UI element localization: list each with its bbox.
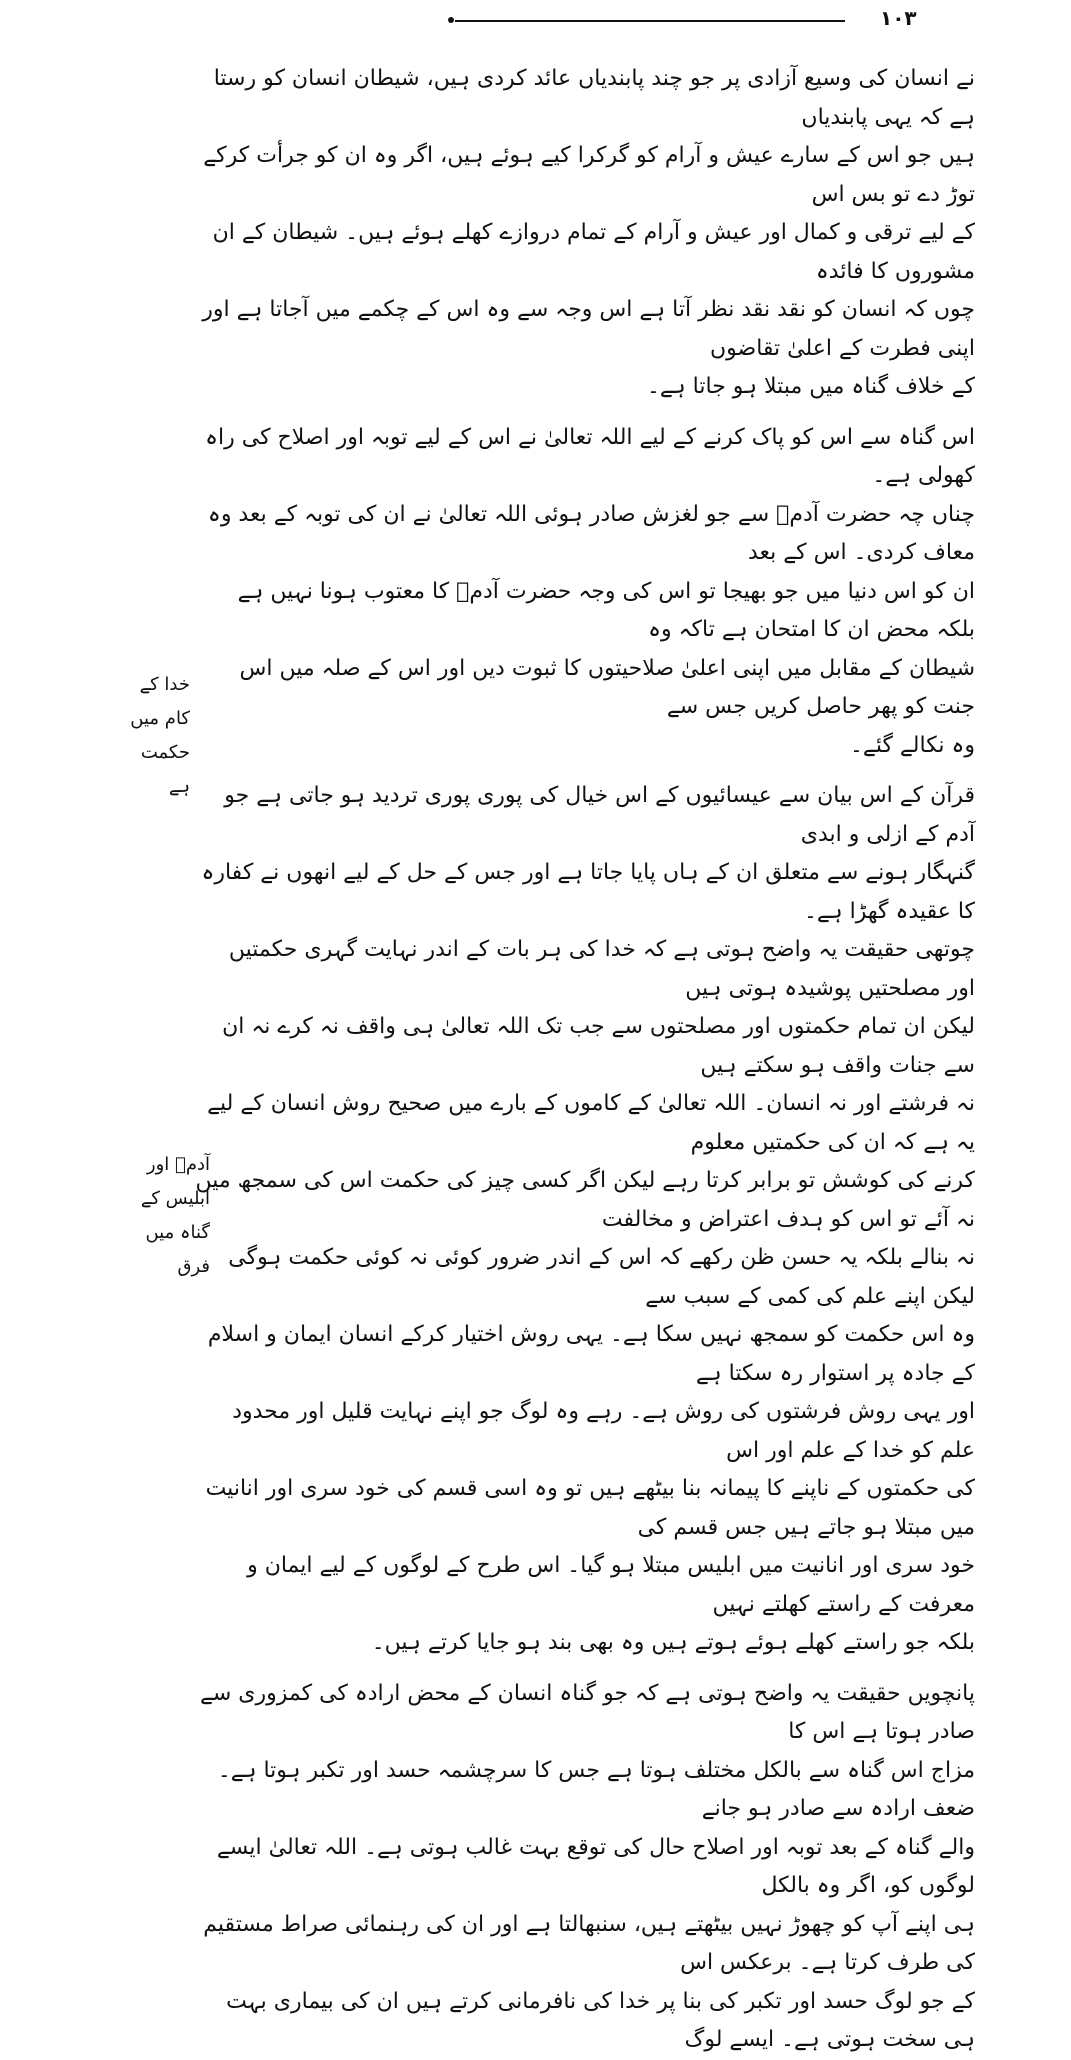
- header-dot: [448, 17, 454, 23]
- text-line: نہ بنالے بلکہ یہ حسن ظن رکھے کہ اس کے اندر ضرور کوئی نہ کوئی حکمت ہوگی لیکن اپنے علم کی کمی کے سبب سے: [228, 1245, 975, 1309]
- text-line: کے خلاف گناہ میں مبتلا ہو جاتا ہے۔: [647, 374, 975, 399]
- body-text: [195, 60, 975, 2060]
- margin-note-line: ابلیس کے: [140, 1188, 210, 1209]
- paragraph: [195, 419, 975, 766]
- text-line: کے جو لوگ حسد اور تکبر کی بنا پر خدا کی نافرمانی کرتے ہیں ان کی بیماری بہت ہی سخت ہوتی ہے۔ ایسے لوگ: [226, 1988, 975, 2052]
- text-line: ہیں جو اس کے سارے عیش و آرام کو گرکرا کیے ہوئے ہیں، اگر وہ ان کو جرأت کرکے توڑ دے تو بس اس: [203, 143, 975, 207]
- text-line: وہ نکالے گئے۔: [850, 732, 975, 758]
- margin-note-line: آدمؑ اور: [146, 1154, 210, 1175]
- margin-note-line: گناہ میں فرق: [145, 1222, 210, 1277]
- text-line: کی حکمتوں کے ناپنے کا پیمانہ بنا بیٹھے ہیں تو وہ اسی قسم کی خود سری اور انانیت میں مبتلا ہو جاتے ہیں جس قسم کی: [205, 1476, 975, 1540]
- text-line: ان کو اس دنیا میں جو بھیجا تو اس کی وجہ حضرت آدمؑ کا معتوب ہونا نہیں ہے بلکہ محض ان کا امتحان ہے تاکہ وہ: [237, 578, 975, 642]
- header-rule: [455, 20, 845, 22]
- text-line: نے انسان کی وسیع آزادی پر جو چند پابندیاں عائد کردی ہیں، شیطان انسان کو رستا ہے کہ یہی پابندیاں: [213, 66, 975, 130]
- text-line: چوں کہ انسان کو نقد نقد نظر آتا ہے اس وجہ سے وہ اس کے چکمے میں آجاتا ہے اور اپنی فطرت کے اعلیٰ تقاضوں: [202, 297, 975, 361]
- margin-note-line: کام میں حکمت: [130, 708, 190, 763]
- margin-note: [110, 668, 190, 804]
- text-line: لیکن ان تمام حکمتوں اور مصلحتوں سے جب تک اللہ تعالیٰ ہی واقف نہ کرے نہ ان سے جنات واقف ہو سکتے ہیں: [222, 1014, 975, 1078]
- margin-note: [130, 1148, 210, 1284]
- margin-note-line: خدا کے: [139, 674, 190, 695]
- text-line: چناں چہ حضرت آدمؑ سے جو لغزش صادر ہوئی اللہ تعالیٰ نے ان کی توبہ کے بعد وہ معاف کردی۔ اس کے بعد: [207, 501, 975, 565]
- text-line: چوتھی حقیقت یہ واضح ہوتی ہے کہ خدا کی ہر بات کے اندر نہایت گہری حکمتیں اور مصلحتیں پوشیدہ ہوتی ہیں: [228, 937, 975, 1001]
- paragraph: [195, 60, 975, 407]
- text-line: خود سری اور انانیت میں ابلیس مبتلا ہو گیا۔ اس طرح کے لوگوں کے لیے ایمان و معرفت کے راستے کھلتے نہیں: [247, 1553, 975, 1617]
- text-line: اس گناہ سے اس کو پاک کرنے کے لیے اللہ تعالیٰ نے اس کے لیے توبہ اور اصلاح کی راہ کھولی ہے۔: [205, 424, 975, 488]
- text-line: مزاج اس گناہ سے بالکل مختلف ہوتا ہے جس کا سرچشمہ حسد اور تکبر ہوتا ہے۔ ضعف ارادہ سے صادر ہو جانے: [217, 1757, 975, 1821]
- paragraph: [195, 931, 975, 1663]
- text-line: گنہگار ہونے سے متعلق ان کے ہاں پایا جاتا ہے اور جس کے حل کے لیے انھوں نے کفارہ کا عقیدہ گھڑا ہے۔: [201, 860, 975, 924]
- text-line: اور یہی روش فرشتوں کی روش ہے۔ رہے وہ لوگ جو اپنے نہایت قلیل اور محدود علم کو خدا کے علم اور اس: [232, 1399, 975, 1463]
- text-line: نہ فرشتے اور نہ انسان۔ اللہ تعالیٰ کے کاموں کے بارے میں صحیح روش انسان کے لیے یہ ہے کہ ان کی حکمتیں معلوم: [207, 1091, 975, 1155]
- text-line: شیطان کے مقابل میں اپنی اعلیٰ صلاحیتوں کا ثبوت دیں اور اس کے صلہ میں اس جنت کو پھر حاصل کریں جس سے: [239, 655, 975, 719]
- text-line: وہ اس حکمت کو سمجھ نہیں سکا ہے۔ یہی روش اختیار کرکے انسان ایمان و اسلام کے جادہ پر استوار رہ سکتا ہے: [207, 1322, 975, 1386]
- text-line: قرآن کے اس بیان سے عیسائیوں کے اس خیال کی پوری پوری تردید ہو جاتی ہے جو آدم کے ازلی و ابدی: [224, 783, 975, 847]
- text-line: بلکہ جو راستے کھلے ہوئے ہوتے ہیں وہ بھی بند ہو جایا کرتے ہیں۔: [371, 1630, 975, 1655]
- paragraph: [195, 1675, 975, 2060]
- text-line: ہی اپنے آپ کو چھوڑ نہیں بیٹھتے ہیں، سنبھالتا ہے اور ان کی رہنمائی صراط مستقیم کی طرف کرتا ہے۔ برعکس اس: [203, 1911, 975, 1975]
- margin-note-line: ہے: [168, 776, 190, 797]
- text-line: کرنے کی کوشش تو برابر کرتا رہے لیکن اگر کسی چیز کی حکمت اس کی سمجھ میں نہ آئے تو اس کو ہدف اعتراض و مخالفت: [195, 1168, 975, 1232]
- text-line: والے گناہ کے بعد توبہ اور اصلاح حال کی توقع بہت غالب ہوتی ہے۔ اللہ تعالیٰ ایسے لوگوں کو، اگر وہ بالکل: [216, 1834, 975, 1898]
- text-line: پانچویں حقیقت یہ واضح ہوتی ہے کہ جو گناہ انسان کے محض ارادہ کی کمزوری سے صادر ہوتا ہے اس کا: [199, 1680, 975, 1744]
- page-number: ۱۰۳: [880, 6, 917, 30]
- page-header: [0, 6, 1071, 30]
- paragraph: [195, 777, 975, 931]
- text-line: کے لیے ترقی و کمال اور عیش و آرام کے تمام دروازے کھلے ہوئے ہیں۔ شیطان کے ان مشوروں کا فائدہ: [212, 220, 975, 284]
